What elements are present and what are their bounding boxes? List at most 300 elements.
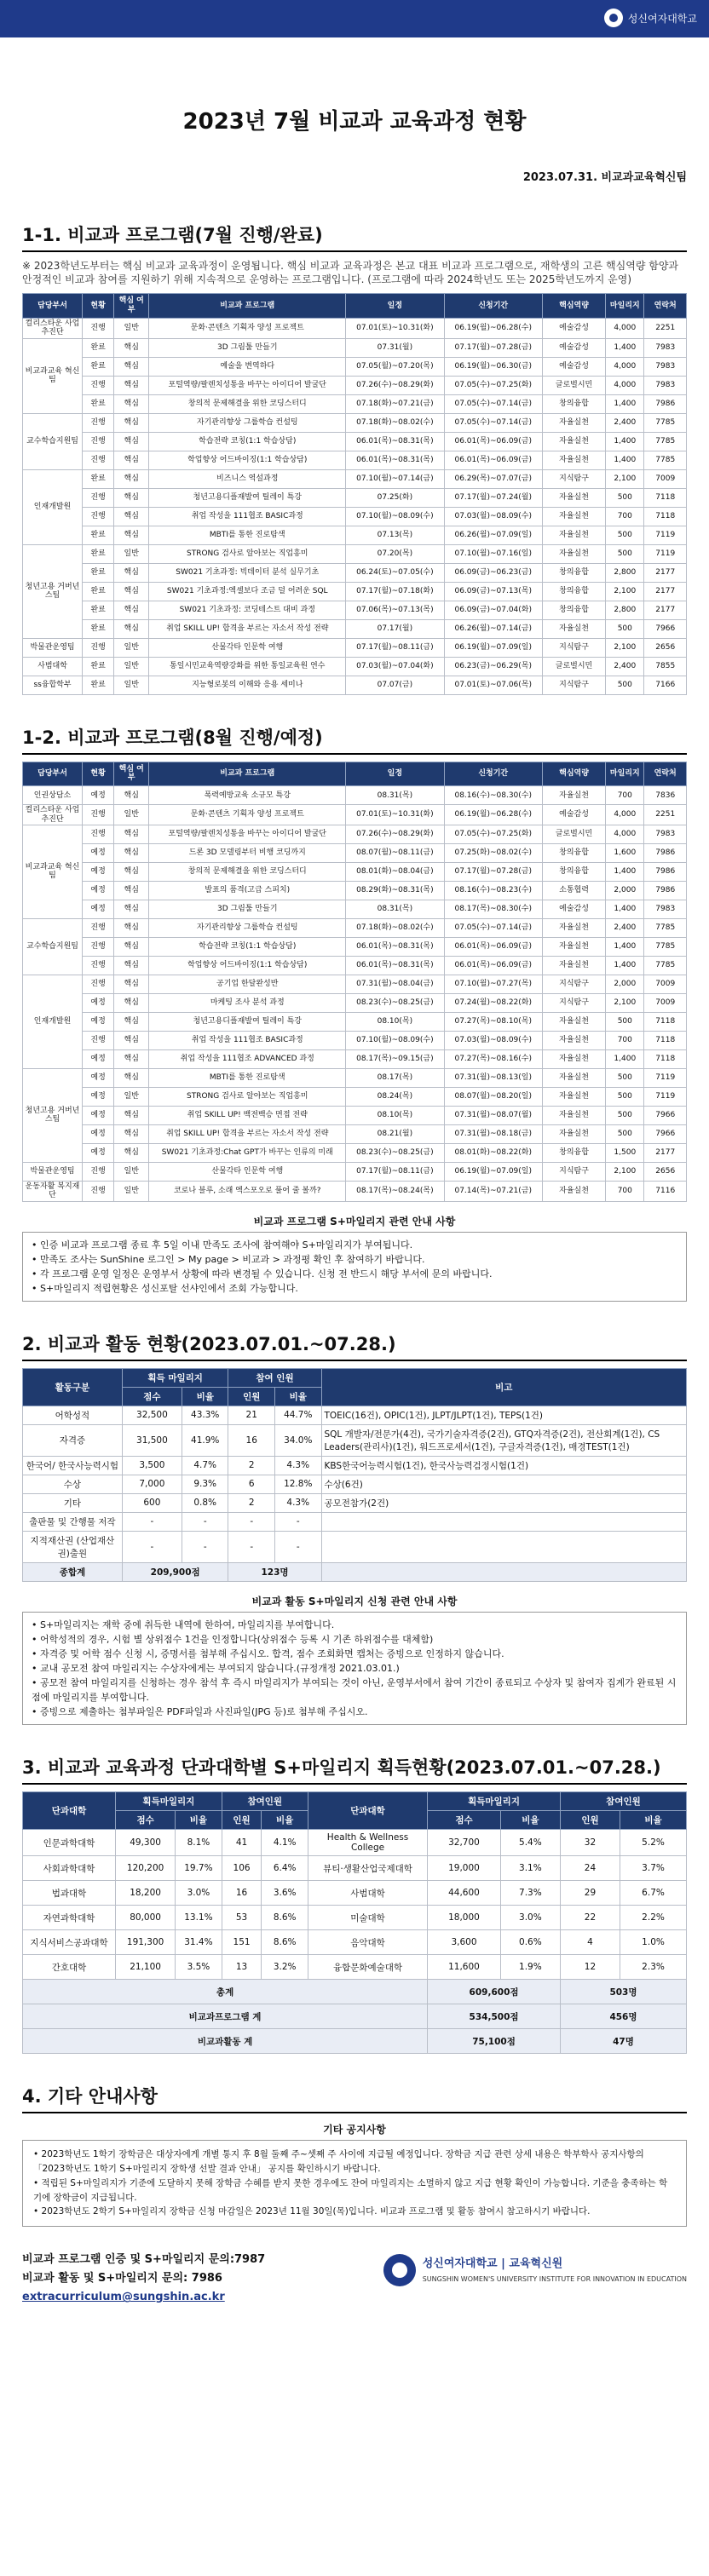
table-cell: 일반	[114, 657, 149, 676]
table-cell: 예정	[83, 1143, 114, 1162]
table-cell: 진행	[83, 507, 114, 526]
brand-logo	[604, 9, 697, 27]
program-name-cell: 취업 작성을 111협조 BASIC과정	[149, 1031, 346, 1049]
total-mileage-cell: 209,900점	[122, 1562, 228, 1581]
table-cell: 진행	[83, 376, 114, 394]
table-cell: 예정	[83, 881, 114, 900]
table-cell: 07.01(토)~07.06(목)	[444, 676, 542, 694]
table-row	[23, 1106, 687, 1124]
table-cell: 21,100	[116, 1955, 176, 1980]
table-cell: 106	[222, 1856, 262, 1881]
table-cell: 지식탐구	[542, 469, 605, 488]
summary-participants: 47명	[560, 2029, 686, 2054]
table-cell: Health & Wellness College	[308, 1830, 427, 1856]
table-cell: 진행	[83, 638, 114, 657]
table-cell: 06.19(월)~06.28(수)	[444, 805, 542, 825]
table-cell: 핵심	[114, 357, 149, 376]
table-cell: 07.03(월)~07.04(화)	[346, 657, 444, 676]
table-cell: 예정	[83, 1087, 114, 1106]
table-cell: -	[228, 1531, 275, 1562]
table-cell: 핵심	[114, 993, 149, 1012]
table-cell: 07.05(월)~07.20(목)	[346, 357, 444, 376]
program-name-cell: 코로나 블루, 소래 엑스포오로 풀어 줄 볼까?	[149, 1181, 346, 1201]
table-cell: 18,000	[428, 1906, 501, 1930]
table-cell: 핵심	[114, 843, 149, 862]
table-cell: 07.10(월)~07.16(일)	[444, 544, 542, 563]
table-row	[23, 394, 687, 413]
table-cell: 진행	[83, 318, 114, 338]
table-cell: 06.24(토)~07.05(수)	[346, 563, 444, 582]
table-cell: 진행	[83, 432, 114, 451]
col-participants: 참여인원	[222, 1792, 308, 1811]
table-row	[23, 582, 687, 601]
table-cell: 07.17(월)~07.28(금)	[444, 338, 542, 357]
program-name-cell: STRONG 검사로 알아보는 직업흥미	[149, 544, 346, 563]
table-cell: 06.01(목)~06.09(금)	[444, 451, 542, 469]
table-cell: 700	[606, 507, 644, 526]
table-cell: 4.1%	[262, 1830, 308, 1856]
table-cell: 7966	[644, 1106, 687, 1124]
department-cell: 박물관운영팀	[23, 638, 83, 657]
table-cell: 07.10(월)~07.14(금)	[346, 469, 444, 488]
table-cell: 500	[606, 1012, 644, 1031]
table-cell: 1,400	[606, 956, 644, 975]
table-row	[23, 1087, 687, 1106]
table-cell: 자율실천	[542, 956, 605, 975]
table-cell: 07.05(수)~07.25(화)	[444, 825, 542, 843]
table-cell: 18,200	[116, 1881, 176, 1906]
table-cell: 2,400	[606, 413, 644, 432]
table-cell: 뷰티·생활산업국제대학	[308, 1856, 427, 1881]
table-cell: 2,800	[606, 563, 644, 582]
program-name-cell: 자기관리향상 그룹학습 컨설팅	[149, 918, 346, 937]
table-cell: 08.01(화)~08.22(화)	[444, 1143, 542, 1162]
table-row	[23, 1562, 687, 1581]
table-cell: 완료	[83, 676, 114, 694]
table-cell: -	[274, 1512, 321, 1531]
table-cell: 핵심	[114, 956, 149, 975]
program-name-cell: SW021 기초과정:엑셀보다 조금 덜 어려운 SQL	[149, 582, 346, 601]
table-cell: 핵심	[114, 1106, 149, 1124]
table-cell: 7119	[644, 544, 687, 563]
table-cell: 인문과학대학	[23, 1830, 116, 1856]
column-header: 비교과 프로그램	[149, 762, 346, 786]
table-cell: 500	[606, 1087, 644, 1106]
table-cell: 1,400	[606, 394, 644, 413]
table-cell: 06.01(목)~06.09(금)	[444, 937, 542, 956]
summary-label: 비교과프로그램 계	[23, 2004, 428, 2029]
etc-heading: 기타 공지사항	[323, 2124, 386, 2136]
table-cell: 7785	[644, 918, 687, 937]
column-header: 핵심역량	[542, 294, 605, 319]
table-cell: 예술감성	[542, 805, 605, 825]
table-cell: 7983	[644, 376, 687, 394]
table-row	[23, 413, 687, 432]
table-row	[23, 862, 687, 881]
table-cell: 7983	[644, 338, 687, 357]
table-cell: 3.5%	[176, 1955, 222, 1980]
table-cell: 예술감성	[542, 900, 605, 918]
table-cell: 핵심	[114, 1012, 149, 1031]
table-cell: 08.23(수)~08.25(금)	[346, 1143, 444, 1162]
table-cell: 핵심	[114, 413, 149, 432]
program-name-cell: 산물각타 인문학 여행	[149, 1162, 346, 1181]
college-mileage-table	[22, 1791, 687, 2054]
table-cell: 07.05(수)~07.14(금)	[444, 918, 542, 937]
table-cell: 핵심	[114, 488, 149, 507]
table-cell: 06.09(금)~07.04(화)	[444, 601, 542, 619]
table-row	[23, 638, 687, 657]
table-row	[23, 1049, 687, 1068]
program-name-cell: 학업향상 어드바이징(1:1 학습상담)	[149, 956, 346, 975]
table-cell: 11,600	[428, 1955, 501, 1980]
program-name-cell: 문화·콘텐츠 기획자 양성 프로젝트	[149, 805, 346, 825]
table-cell: 기타	[23, 1493, 123, 1512]
table-cell: 핵심	[114, 526, 149, 544]
table-cell: 간호대학	[23, 1955, 116, 1980]
table-cell: 21	[228, 1406, 275, 1424]
program-name-cell: 취업 작성을 111협조 BASIC과정	[149, 507, 346, 526]
table-row	[23, 1068, 687, 1087]
table-cell: 일반	[114, 1181, 149, 1201]
col-remarks: 비고	[321, 1368, 687, 1406]
table-cell: -	[274, 1531, 321, 1562]
table-cell: 6.4%	[262, 1856, 308, 1881]
table-cell: 08.31(목)	[346, 786, 444, 805]
table-cell: 3,600	[428, 1930, 501, 1955]
notice-2-box	[22, 1612, 687, 1725]
subcol-score: 점수	[122, 1387, 182, 1406]
table-cell: 2	[228, 1493, 275, 1512]
program-name-cell: 드론 3D 모델링부터 비행 코딩까지	[149, 843, 346, 862]
table-cell: 2	[228, 1456, 275, 1475]
program-name-cell: SW021 기초과정:Chat GPT가 바꾸는 인류의 미래	[149, 1143, 346, 1162]
table-cell: 7785	[644, 413, 687, 432]
table-cell: 7119	[644, 1068, 687, 1087]
table-cell: SQL 개발자/전문가(4건), 국가기술자격증(2건), GTQ자격증(2건), 전산회계(1건), CS Leaders(관리사)(1건), 워드프로세서(1건), 구글자격증(1건), 매경TEST(1건)	[321, 1424, 687, 1456]
table-cell: 07.03(월)~08.09(수)	[444, 507, 542, 526]
table-cell: 일반	[114, 544, 149, 563]
table-cell: 44,600	[428, 1881, 501, 1906]
col-mileage: 획득 마일리지	[122, 1368, 228, 1387]
table-cell: 43.3%	[182, 1406, 228, 1424]
table-cell: 진행	[83, 1181, 114, 1201]
table-cell: 1,400	[606, 900, 644, 918]
table-cell: 일반	[114, 805, 149, 825]
program-name-cell: 비즈니스 역설과정	[149, 469, 346, 488]
table-cell: 3.6%	[262, 1881, 308, 1906]
table-cell: 08.07(월)~08.11(금)	[346, 843, 444, 862]
table-cell: 지식서비스공과대학	[23, 1930, 116, 1955]
table-cell: 4,000	[606, 357, 644, 376]
table-cell: 7119	[644, 1087, 687, 1106]
contact-activity: 비교과 활동 및 S+마일리지 문의: 7986	[22, 2272, 222, 2286]
table-cell: 07.05(수)~07.14(금)	[444, 413, 542, 432]
table-cell: 출판물 및 간행물 저작	[23, 1512, 123, 1531]
table-cell: 핵심	[114, 1068, 149, 1087]
table-cell: 07.01(토)~10.31(화)	[346, 805, 444, 825]
summary-mileage: 609,600점	[428, 1980, 561, 2004]
table-cell: 6.7%	[620, 1881, 687, 1906]
table-cell: 완료	[83, 601, 114, 619]
table-cell: 소통협력	[542, 881, 605, 900]
subcolumn-header: 인원	[560, 1811, 620, 1830]
table-cell: 500	[606, 526, 644, 544]
section-1-1-note: ※ 2023학년도부터는 핵심 비교과 교육과정이 운영됩니다. 핵심 비교과 교육과정은 본교 대표 비교과 프로그램으로, 재학생의 고른 핵심역량 함양과 안정적인 비교과 참여를 지원하기 위해 지속적으로 운영하는 프로그램입니다. (프로그램에 따라 2024학년도 또는 2025학년도까지 운영)	[22, 260, 679, 286]
table-cell: -	[182, 1531, 228, 1562]
table-cell: 7986	[644, 881, 687, 900]
table-row	[23, 601, 687, 619]
table-cell: 07.10(월)~07.27(목)	[444, 975, 542, 993]
subcolumn-header: 인원	[222, 1811, 262, 1830]
table-row	[23, 805, 687, 825]
table-row	[23, 881, 687, 900]
program-name-cell: 학습전략 코칭(1:1 학습상담)	[149, 432, 346, 451]
contacts	[22, 2251, 687, 2307]
table-cell: 1,400	[606, 862, 644, 881]
table-cell: 9.3%	[182, 1475, 228, 1493]
table-cell: 700	[606, 1181, 644, 1201]
notice-item: • 자격증 및 어학 점수 신청 시, 증명서를 첨부해 주십시오. 합격, 점수 조회화면 캡처는 증빙으로 인정하지 않습니다.	[32, 1647, 677, 1661]
table-cell: 16	[222, 1881, 262, 1906]
table-row	[23, 1475, 687, 1493]
table-cell: 7118	[644, 1049, 687, 1068]
column-header: 현황	[83, 294, 114, 319]
table-row	[23, 469, 687, 488]
subcol-ratio: 비율	[274, 1387, 321, 1406]
column-header: 핵심 여부	[114, 762, 149, 786]
program-name-cell: 청년고용디플재발여 틸레이 특강	[149, 488, 346, 507]
table-cell: 지식탐구	[542, 993, 605, 1012]
table-cell: 08.17(목)~08.24(목)	[346, 1181, 444, 1201]
subcolumn-header: 점수	[116, 1811, 176, 1830]
table-cell: 2251	[644, 318, 687, 338]
table-cell: 진행	[83, 1031, 114, 1049]
table-cell: 진행	[83, 805, 114, 825]
table-cell: 법과대학	[23, 1881, 116, 1906]
program-name-cell: 창의적 문제해결을 위한 코딩스터디	[149, 394, 346, 413]
table-cell: 500	[606, 488, 644, 507]
column-header: 연락처	[644, 294, 687, 319]
table-row	[23, 526, 687, 544]
table-row	[23, 937, 687, 956]
table-cell: 07.20(목)	[346, 544, 444, 563]
table-cell: 7118	[644, 488, 687, 507]
table-cell: 핵심	[114, 1049, 149, 1068]
table-cell: 핵심	[114, 469, 149, 488]
table-cell: 진행	[83, 488, 114, 507]
table-cell: 예정	[83, 993, 114, 1012]
table-cell: 공모전참가(2건)	[321, 1493, 687, 1512]
table-cell: 31,500	[122, 1424, 182, 1456]
table-cell: 핵심	[114, 900, 149, 918]
program-name-cell: 창의적 문제해결을 위한 코딩스터디	[149, 862, 346, 881]
table-cell: 5.4%	[500, 1830, 560, 1856]
subcolumn-header: 비율	[176, 1811, 222, 1830]
table-cell: 2,100	[606, 469, 644, 488]
table-cell: 07.31(월)	[346, 338, 444, 357]
table-cell: 핵심	[114, 338, 149, 357]
table-cell: 수상(6건)	[321, 1475, 687, 1493]
program-name-cell: 포털역량/팔렌치성통을 바꾸는 아이디어 발굴단	[149, 825, 346, 843]
table-row	[23, 956, 687, 975]
department-cell: 비교과교육 혁신팀	[23, 825, 83, 918]
etc-box	[22, 2140, 687, 2227]
table-cell: 2656	[644, 1162, 687, 1181]
table-cell: 사범대학	[308, 1881, 427, 1906]
table-cell: -	[182, 1512, 228, 1531]
table-row	[23, 1881, 687, 1906]
table-cell: 3.0%	[176, 1881, 222, 1906]
table-cell: 7986	[644, 862, 687, 881]
column-header: 담당부서	[23, 762, 83, 786]
table-row	[23, 1512, 687, 1531]
table-cell: 08.23(수)~08.25(금)	[346, 993, 444, 1012]
table-row	[23, 563, 687, 582]
table-cell: 29	[560, 1881, 620, 1906]
table-row	[23, 975, 687, 993]
program-name-cell: 청년고용디플재발여 틸레이 특강	[149, 1012, 346, 1031]
total-participants-cell: 123명	[228, 1562, 321, 1581]
column-header: 신청기간	[444, 762, 542, 786]
table-cell: 진행	[83, 918, 114, 937]
table-cell: 7836	[644, 786, 687, 805]
table-cell: 06.09(금)~07.13(목)	[444, 582, 542, 601]
table-cell: 700	[606, 1031, 644, 1049]
table-row	[23, 318, 687, 338]
program-table-july	[22, 293, 687, 694]
program-name-cell: 문화·콘텐츠 기획자 양성 프로젝트	[149, 318, 346, 338]
notice-item: • 인증 비교과 프로그램 종료 후 5일 이내 만족도 조사에 참여해야 S+마일리지가 부여됩니다.	[32, 1238, 677, 1252]
table-cell: 핵심	[114, 937, 149, 956]
table-cell: 완료	[83, 526, 114, 544]
table-cell: 수상	[23, 1475, 123, 1493]
table-cell: 151	[222, 1930, 262, 1955]
table-cell: 07.26(수)~08.29(화)	[346, 825, 444, 843]
section-1-1-heading: 1-1. 비교과 프로그램(7월 진행/완료)	[22, 221, 687, 252]
subcolumn-header: 점수	[428, 1811, 501, 1830]
table-cell: 120,200	[116, 1856, 176, 1881]
table-cell: 2177	[644, 563, 687, 582]
table-cell: 완료	[83, 338, 114, 357]
table-row	[23, 657, 687, 676]
department-cell: 비교과교육 혁신팀	[23, 338, 83, 413]
table-cell: 핵심	[114, 1031, 149, 1049]
table-cell: 06.19(월)~06.28(수)	[444, 318, 542, 338]
table-cell: 핵심	[114, 507, 149, 526]
department-cell: 컬리스타운 사업추진단	[23, 805, 83, 825]
table-cell: 07.26(수)~08.29(화)	[346, 376, 444, 394]
table-cell: 진행	[83, 413, 114, 432]
table-cell: 핵심	[114, 601, 149, 619]
table-cell: 07.31(월)~08.07(월)	[444, 1106, 542, 1124]
table-cell: 핵심	[114, 825, 149, 843]
contact-email-link[interactable]: extracurriculum@sungshin.ac.kr	[22, 2291, 225, 2304]
col-participants: 참여인원	[560, 1792, 686, 1811]
table-cell: 4,000	[606, 825, 644, 843]
summary-row	[23, 1980, 687, 2004]
table-cell: 창의융합	[542, 563, 605, 582]
table-cell: 8.1%	[176, 1830, 222, 1856]
table-cell: 500	[606, 1068, 644, 1087]
table-cell: 06.01(목)~08.31(목)	[346, 451, 444, 469]
table-row	[23, 1181, 687, 1201]
column-header: 일정	[346, 762, 444, 786]
table-cell: 06.01(목)~06.09(금)	[444, 956, 542, 975]
subcol-ratio: 비율	[182, 1387, 228, 1406]
table-cell: 지적재산권 (산업재산권)출원	[23, 1531, 123, 1562]
table-cell: 자율실천	[542, 1012, 605, 1031]
table-cell: 어학성적	[23, 1406, 123, 1424]
program-name-cell: 발표의 품격(고급 스피치)	[149, 881, 346, 900]
table-cell: 자율실천	[542, 1124, 605, 1143]
table-row	[23, 1493, 687, 1512]
table-cell: 08.31(목)	[346, 900, 444, 918]
table-cell: 08.24(목)	[346, 1087, 444, 1106]
department-cell: 교수학습지원팀	[23, 918, 83, 975]
table-cell: 4.3%	[274, 1456, 321, 1475]
notice-item: • 어학성적의 경우, 시험 별 상위점수 1건을 인정합니다(상위점수 등록 시 기존 하위점수를 대체함)	[32, 1632, 677, 1647]
table-cell: 일반	[114, 1087, 149, 1106]
summary-participants: 456명	[560, 2004, 686, 2029]
table-cell: 2,100	[606, 638, 644, 657]
table-cell: 0.6%	[500, 1930, 560, 1955]
table-row	[23, 1424, 687, 1456]
program-name-cell: STRONG 검사로 알아보는 직업흥미	[149, 1087, 346, 1106]
table-cell: 700	[606, 786, 644, 805]
table-cell: 융합문화예술대학	[308, 1955, 427, 1980]
table-cell: 08.07(월)~08.20(일)	[444, 1087, 542, 1106]
table-cell: 2,100	[606, 993, 644, 1012]
table-cell: 핵심	[114, 563, 149, 582]
table-cell: 글로벌시민	[542, 376, 605, 394]
table-cell: 핵심	[114, 451, 149, 469]
table-cell: 완료	[83, 657, 114, 676]
program-name-cell: 취업 SKILL UP! 백전백승 면접 전략	[149, 1106, 346, 1124]
table-cell: 핵심	[114, 881, 149, 900]
table-cell: 7983	[644, 900, 687, 918]
table-cell: 07.17(월)~07.28(금)	[444, 862, 542, 881]
table-cell	[321, 1531, 687, 1562]
table-cell: KBS한국어능력시험(1건), 한국사능력검정시험(1건)	[321, 1456, 687, 1475]
subcolumn-header: 비율	[500, 1811, 560, 1830]
table-row	[23, 1031, 687, 1049]
table-cell: 자율실천	[542, 1087, 605, 1106]
table-cell: -	[122, 1531, 182, 1562]
table-cell: 예정	[83, 843, 114, 862]
col-mileage: 획득마일리지	[116, 1792, 222, 1811]
table-row	[23, 357, 687, 376]
table-cell: 32	[560, 1830, 620, 1856]
table-cell: 핵심	[114, 918, 149, 937]
table-cell: 07.17(월)~07.24(월)	[444, 488, 542, 507]
table-cell: 2251	[644, 805, 687, 825]
table-cell: 6	[228, 1475, 275, 1493]
table-cell: 53	[222, 1906, 262, 1930]
table-row	[23, 1906, 687, 1930]
program-name-cell: 마케팅 조사 분석 과정	[149, 993, 346, 1012]
program-name-cell: 공기업 한달완성반	[149, 975, 346, 993]
footer-logo-text: 성신여자대학교 | 교육혁신원	[422, 2257, 563, 2271]
column-header: 마일리지	[606, 294, 644, 319]
table-cell: 자율실천	[542, 1106, 605, 1124]
table-cell: 1,400	[606, 451, 644, 469]
table-cell: 07.31(월)~08.13(일)	[444, 1068, 542, 1087]
table-cell: 종합계	[23, 1562, 123, 1581]
table-cell: 2177	[644, 582, 687, 601]
notice-item: • 증빙으로 제출하는 첨부파일은 PDF파일과 사진파일(JPG 등)로 첨부해 주십시오.	[32, 1705, 677, 1719]
department-cell: 박물관운영팀	[23, 1162, 83, 1181]
